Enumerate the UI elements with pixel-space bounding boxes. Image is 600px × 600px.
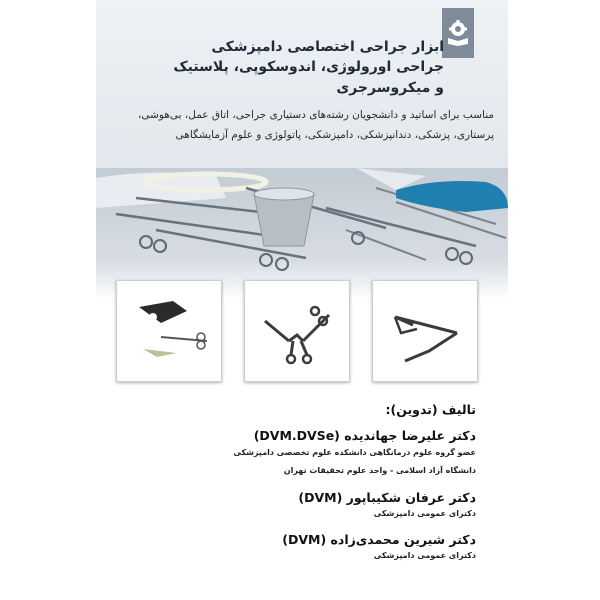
author-1-affiliation-1: عضو گروه علوم درمانگاهی دانشکده علوم تخصصی دامپزشکی (233, 448, 476, 457)
title-line-2: جراحی اورولوژی، اندوسکوپی، پلاستیک (173, 59, 444, 75)
author-3-name (116, 532, 476, 547)
instrument-thumbnail-1 (116, 280, 222, 382)
author-1-fullname: دکتر علیرضا جهاندیده (344, 428, 476, 443)
author-1-affiliation-2: دانشگاه آزاد اسلامی - واحد علوم تحقیقات تهران (283, 466, 476, 475)
author-2-fullname: دکتر عرفان شکیباپور (346, 490, 476, 505)
title-line-3: و میکروسرجری (336, 80, 444, 96)
author-3-affiliation: دکترای عمومی دامپزشکی (373, 551, 476, 560)
book-cover (96, 0, 508, 600)
title-line-1: ابزار جراحی اختصاصی دامپزشکی (211, 39, 444, 55)
author-2-affiliation: دکترای عمومی دامپزشکی (373, 509, 476, 518)
author-1-degree: (DVM.DVSe) (253, 428, 340, 443)
instrument-thumbnail-2 (244, 280, 350, 382)
subtitle-line-1: مناسب برای اساتید و دانشجویان رشته‌های دستیاری جراحی، اتاق عمل، بی‌هوشی، (137, 109, 494, 121)
authors-label: تالیف (تدوین): (385, 402, 476, 417)
author-3-degree: (DVM) (282, 532, 327, 547)
author-2-name (116, 490, 476, 505)
gear-book-icon (446, 20, 470, 46)
subtitle-line-2: پرستاری، پزشکی، دندانپزشکی، دامپزشکی، پاتولوژی و علوم آزمایشگاهی (175, 129, 494, 141)
author-1-name (116, 428, 476, 443)
author-2-degree: (DVM) (298, 490, 343, 505)
instrument-thumbnail-3 (372, 280, 478, 382)
author-3-fullname: دکتر شیرین محمدی‌زاده (330, 532, 476, 547)
publisher-logo (442, 8, 474, 58)
